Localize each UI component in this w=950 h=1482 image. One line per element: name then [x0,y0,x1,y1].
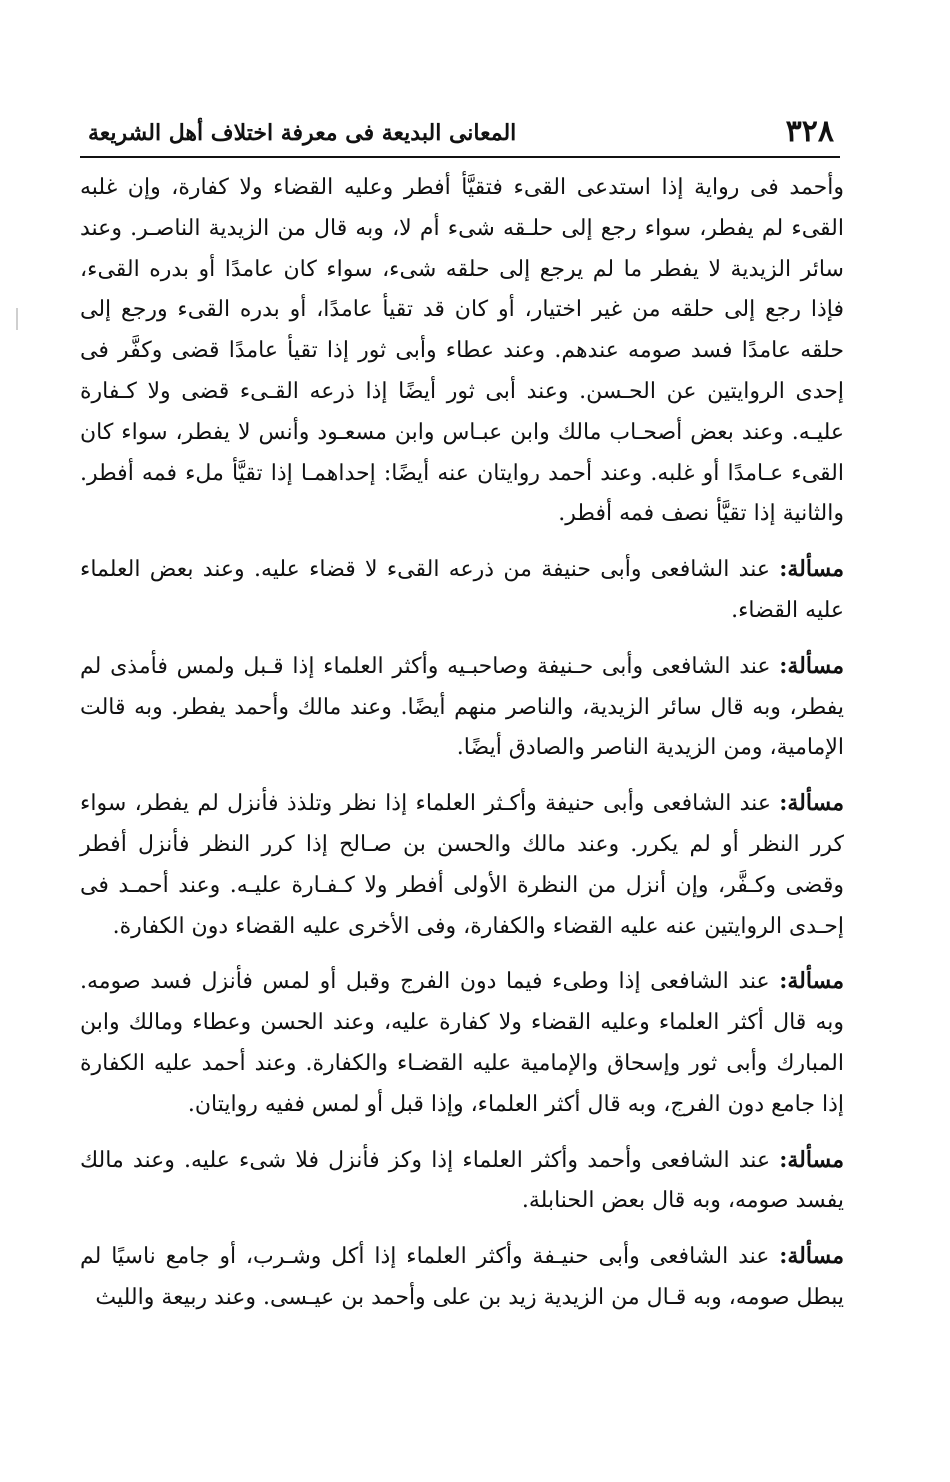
paragraph-text: عند الشافعى وأبى حـنيفة وصاحبـيه وأكثر العلماء إذا قـبل ولمس فأمذى لم يفطر، وبه قال سائر الزيدية، والناصر منهم أيضًا. وعند مالك وأحمد يفطر. وبه قالت الإمامية، ومن الزيدية الناصر والصادق أيضًا. [80,653,844,761]
scan-margin-mark [16,308,18,330]
paragraph [80,168,844,535]
masala-label: مسألة: [779,1146,844,1173]
paragraph-masala [80,783,844,947]
body-text [80,168,844,1319]
header-divider [80,156,840,158]
paragraph-text: عند الشافعى وأبى حنيـفة وأكثر العلماء إذا أكل وشـرب، أو جامع ناسيًا لم يبطل صومه، وبه قـال من الزيدية زيد بن على وأحمد بن عيـسى. وعند ربيعة والليث [80,1244,844,1310]
paragraph-masala [80,1140,844,1223]
paragraph-masala [80,646,844,769]
paragraph-masala [80,1236,844,1319]
paragraph-text: عند الشافعى وأبى حنيفة وأكـثر العلماء إذا نظر وتلذذ فأنزل لم يفطر، سواء كرر النظر أو لم يكرر. وعند مالك والحسن بن صـالح إذا كرر النظر فأنزل أفطر وقضى وكـفَّر، وإن أنزل من النظرة الأولى أفطر ولا كـفـارة عليـه. وعند أحمـد فى إحـدى الروايتين عنه عليه القضاء والكفارة، وفى الأخرى عليه القضاء دون الكفارة. [80,791,844,939]
masala-label: مسألة: [779,556,844,583]
masala-label: مسألة: [779,790,844,817]
page-number: ٣٢٨ [785,114,834,149]
paragraph-masala [80,961,844,1125]
masala-label: مسألة: [779,652,844,679]
paragraph-text: عند الشافعى إذا وطىء فيما دون الفرج وقبل أو لمس فأنزل فسد صومه. وبه قال أكثر العلماء وعليه القضاء ولا كفارة عليه، وعند الحسن وعطاء ومالك وابن المبارك وأبى ثور وإسحاق والإمامية عليه القضـاء والكفارة. وعند أحمد عليه الكفارة إذا جامع دون الفرج، وبه قال أكثر العلماء، وإذا قبل أو لمس ففيه روايتان. [80,969,844,1117]
paragraph-text: وأحمد فى رواية إذا استدعى القىء فتقيَّأ أفطر وعليه القضاء ولا كفارة، وإن غلبه القىء لم يفطر، سواء رجع إلى حلـقه شىء أم لا، وبه قال من الزيدية الناصـر. وعند سائر الزيدية لا يفطر ما لم يرجع إلى حلقه شىء، سواء كان عامدًا أو بدره القىء، فإذا رجع إلى حلقه من غير اختيار، أو كان قد تقيأ عامدًا، أو بدره القىء ورجع إلى حلقه عامدًا فسد صومه عندهم. وعند عطاء وأبى ثور إذا تقيأ عامدًا قضى وكفَّر فى إحدى الروايتين عن الحـسن. وعند أبى ثور أيضًا إذا ذرعه القـىء قضى ولا كـفارة عليـه. وعند بعض أصحـاب مالك وابن عبـاس وابن مسعـود وأنس لا يفطر، سواء كان القىء عـامدًا أو غلبه. وعند أحمد روايتان عنه أيضًا: إحداهمـا إذا تقيَّأ ملء فمه أفطر. والثانية إذا تقيَّأ نصف فمه أفطر. [80,175,844,527]
running-title: المعانى البديعة فى معرفة اختلاف أهل الشريعة [88,120,517,146]
paragraph-masala [80,549,844,632]
masala-label: مسألة: [779,1243,844,1270]
masala-label: مسألة: [779,968,844,995]
paragraph-text: عند الشافعى وأبى حنيفة من ذرعه القىء لا قضاء عليه. وعند بعض العلماء عليه القضاء. [80,557,844,623]
page-header [80,112,840,156]
paragraph-text: عند الشافعى وأحمد وأكثر العلماء إذا وكز فأنزل فلا شىء عليه. وعند مالك يفسد صومه، وبه قال بعض الحنابلة. [80,1147,844,1214]
